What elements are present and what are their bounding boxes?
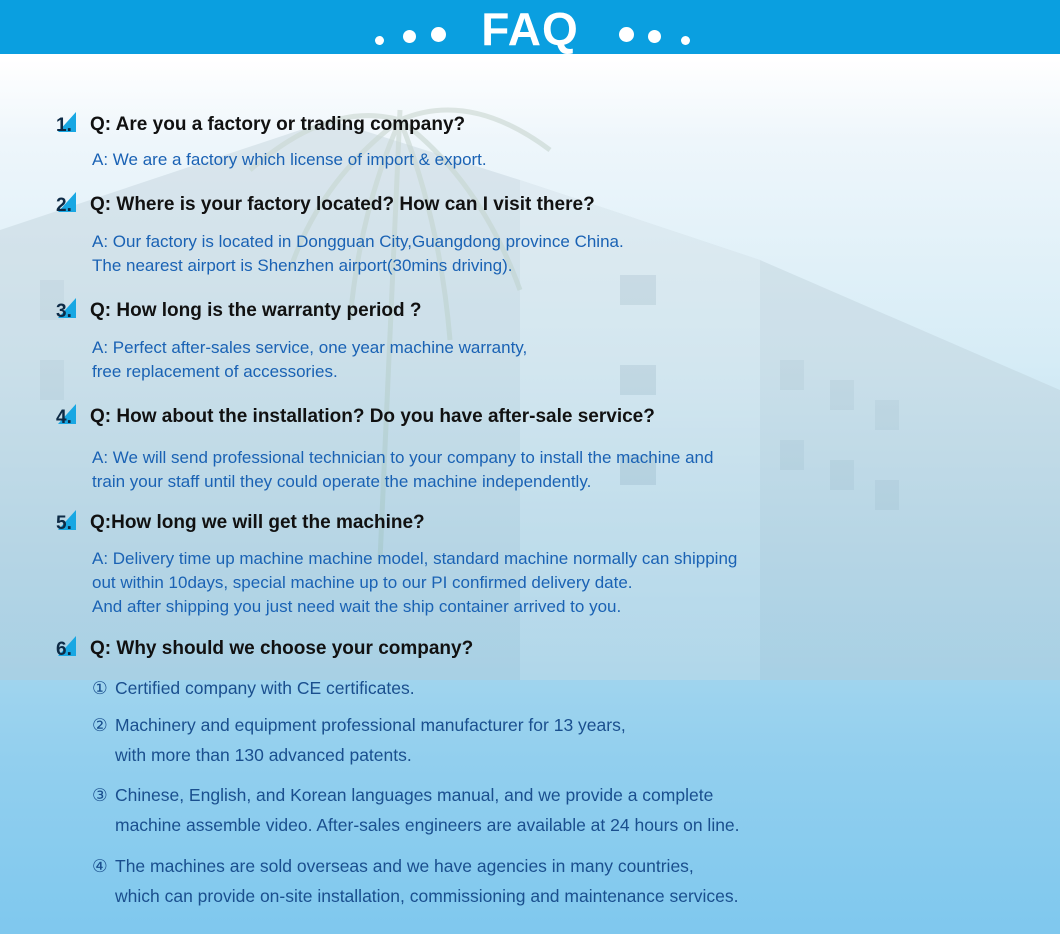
faq-header-bar <box>0 0 1060 54</box>
reason-item <box>92 673 415 703</box>
reason-text: which can provide on-site installation, commissioning and maintenance services. <box>115 886 739 906</box>
reason-item <box>92 710 626 770</box>
reason-text: with more than 130 advanced patents. <box>115 745 412 765</box>
answer-text: The nearest airport is Shenzhen airport(30mins driving). <box>92 256 513 275</box>
reason-text: machine assemble video. After-sales engineers are available at 24 hours on line. <box>115 815 740 835</box>
question-text: Q: Why should we choose your company? <box>90 638 474 659</box>
reason-item <box>92 851 739 911</box>
answer-text: A: We will send professional technician to your company to install the machine and <box>92 448 714 467</box>
answer-text: out within 10days, special machine up to our PI confirmed delivery date. <box>92 573 633 592</box>
question-text: Q: Are you a factory or trading company? <box>90 114 466 135</box>
dot-icon <box>681 36 690 45</box>
number-badge: 4. <box>56 404 86 428</box>
answer-text: A: Delivery time up machine machine model, standard machine normally can shipping <box>92 549 738 568</box>
page-title: FAQ <box>481 3 579 55</box>
reason-text: Certified company with CE certificates. <box>115 678 415 698</box>
circled-number: ④ <box>92 856 108 876</box>
dot-icon <box>648 30 661 43</box>
question-text: Q: Where is your factory located? How can I visit there? <box>90 194 595 215</box>
dot-icon <box>619 27 634 42</box>
circled-number: ① <box>92 678 108 698</box>
answer-text: free replacement of accessories. <box>92 362 338 381</box>
reason-item <box>92 780 740 840</box>
question-text: Q:How long we will get the machine? <box>90 512 425 533</box>
number-badge: 2. <box>56 192 86 216</box>
reason-text: Machinery and equipment professional manufacturer for 13 years, <box>115 715 626 735</box>
answer-text: A: Our factory is located in Dongguan City,Guangdong province China. <box>92 232 624 251</box>
question-text: Q: How long is the warranty period ? <box>90 300 422 321</box>
circled-number: ② <box>92 715 108 735</box>
number-badge: 5. <box>56 510 86 534</box>
circled-number: ③ <box>92 785 108 805</box>
number-badge: 6. <box>56 636 86 660</box>
reason-text: The machines are sold overseas and we have agencies in many countries, <box>115 856 694 876</box>
answer-text: A: We are a factory which license of import & export. <box>92 150 487 169</box>
number-badge: 1. <box>56 112 86 136</box>
answer-text: train your staff until they could operate the machine independently. <box>92 472 592 491</box>
reason-text: Chinese, English, and Korean languages manual, and we provide a complete <box>115 785 714 805</box>
question-text: Q: How about the installation? Do you have after-sale service? <box>90 406 655 427</box>
answer-text: A: Perfect after-sales service, one year machine warranty, <box>92 338 528 357</box>
number-badge: 3. <box>56 298 86 322</box>
answer-text: And after shipping you just need wait the ship container arrived to you. <box>92 597 622 616</box>
